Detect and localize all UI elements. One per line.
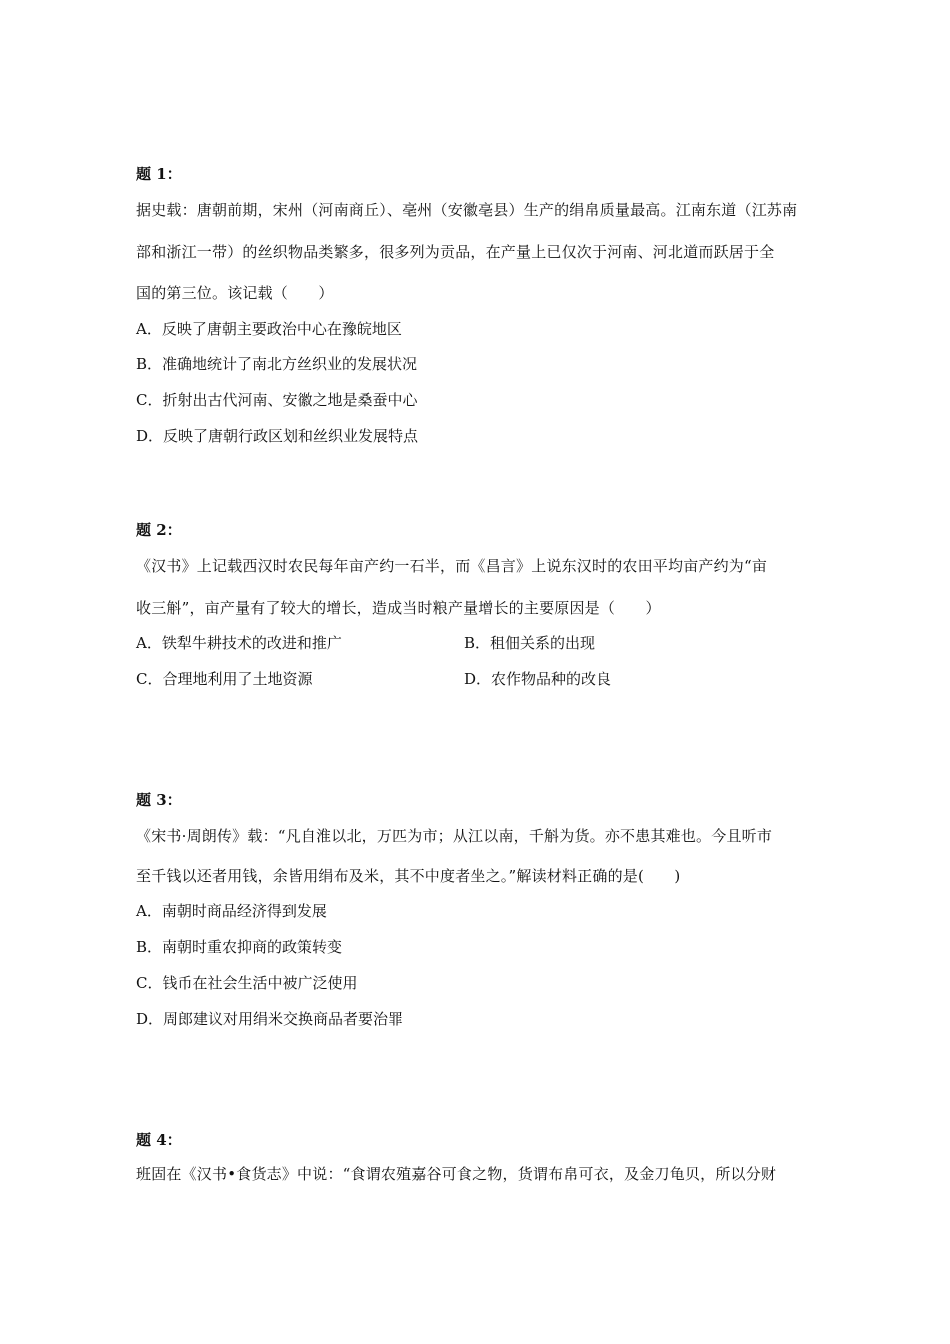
question-4-title: 题 4： [136,1131,182,1149]
question-2-option-b: B．租佃关系的出现 [464,634,596,652]
question-1-stem-line-3: 国的第三位。该记载（ ） [136,284,334,302]
question-3-option-a: A．南朝时商品经济得到发展 [136,902,327,920]
question-1-option-c: C．折射出古代河南、安徽之地是桑蚕中心 [136,391,418,409]
question-2-title: 题 2： [136,521,182,539]
question-2-stem-line-1: 《汉书》上记载西汉时农民每年亩产约一石半，而《昌言》上说东汉时的农田平均亩产约为“亩 [136,557,768,575]
question-2-option-c: C．合理地利用了土地资源 [136,670,313,688]
question-2-option-a: A．铁犁牛耕技术的改进和推广 [136,634,342,652]
question-1-title: 题 1： [136,165,182,183]
question-2-stem-line-2: 收三斛”，亩产量有了较大的增长，造成当时粮产量增长的主要原因是（ ） [136,599,661,617]
question-1-option-b: B．准确地统计了南北方丝织业的发展状况 [136,355,418,373]
question-3-title: 题 3： [136,791,182,809]
question-1-stem-line-2: 部和浙江一带）的丝织物品类繁多，很多列为贡品，在产量上已仅次于河南、河北道而跃居于全 [136,243,775,261]
question-3-stem-line-2: 至千钱以还者用钱，余皆用绢布及米，其不中度者坐之。”解读材料正确的是( ) [136,867,681,885]
question-3-option-d: D．周郎建议对用绢米交换商品者要治罪 [136,1010,404,1028]
question-1-option-d: D．反映了唐朝行政区划和丝织业发展特点 [136,427,419,445]
question-3-option-b: B．南朝时重农抑商的政策转变 [136,938,343,956]
question-3-stem-line-1: 《宋书·周朗传》载：“凡自淮以北，万匹为市；从江以南，千斛为货。亦不患其难也。今且听市 [136,827,773,845]
question-2-option-d: D．农作物品种的改良 [464,670,612,688]
question-3-option-c: C．钱币在社会生活中被广泛使用 [136,974,358,992]
question-1-option-a: A．反映了唐朝主要政治中心在豫皖地区 [136,320,402,338]
question-4-stem-line-1: 班固在《汉书•食货志》中说：“食谓农殖嘉谷可食之物，货谓布帛可衣，及金刀龟贝，所以分财 [136,1165,777,1183]
question-1-stem-line-1: 据史载：唐朝前期，宋州（河南商丘）、亳州（安徽亳县）生产的绢帛质量最高。江南东道（江苏南 [136,201,798,219]
